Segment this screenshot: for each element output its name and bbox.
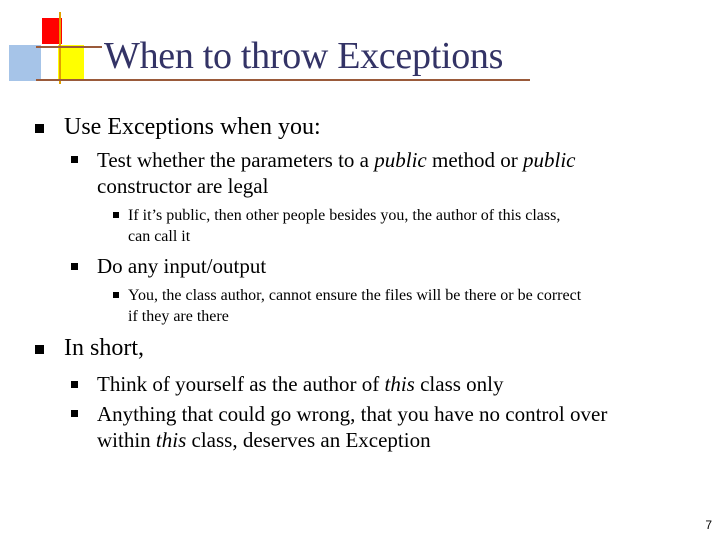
bullet-square-icon <box>35 345 44 354</box>
bullet-public-callers: If it’s public, then other people besides you, the author of this class, can call it <box>128 207 561 245</box>
bullet-square-icon <box>71 263 78 270</box>
bullet-anything-wrong: Anything that could go wrong, that you have no control over within this class, deserves an Exception <box>97 402 608 452</box>
bullet-think-author: Think of yourself as the author of this class only <box>97 372 504 396</box>
bullet-square-icon <box>35 124 44 133</box>
bullet-input-output: Do any input/output <box>97 254 267 278</box>
bullet-square-icon <box>71 381 78 388</box>
logo-blue-square <box>9 45 41 81</box>
bullet-square-icon <box>71 156 78 163</box>
bullet-files-correct: You, the class author, cannot ensure the files will be there or be correct if they are there <box>128 287 582 325</box>
slide-logo-decoration <box>0 0 110 90</box>
bullet-in-short: In short, <box>64 335 144 361</box>
logo-yellow-square <box>58 45 84 81</box>
logo-horizontal-line <box>36 46 102 48</box>
bullet-square-icon <box>71 410 78 417</box>
bullet-square-icon <box>113 292 119 298</box>
bullet-test-parameters: Test whether the parameters to a public method or public constructor are legal <box>97 148 576 198</box>
page-number: 7 <box>705 518 712 532</box>
bullet-square-icon <box>113 212 119 218</box>
title-underline <box>36 79 530 81</box>
slide-title: When to throw Exceptions <box>104 35 504 77</box>
bullet-use-exceptions: Use Exceptions when you: <box>64 114 321 140</box>
logo-vertical-line <box>59 12 61 84</box>
